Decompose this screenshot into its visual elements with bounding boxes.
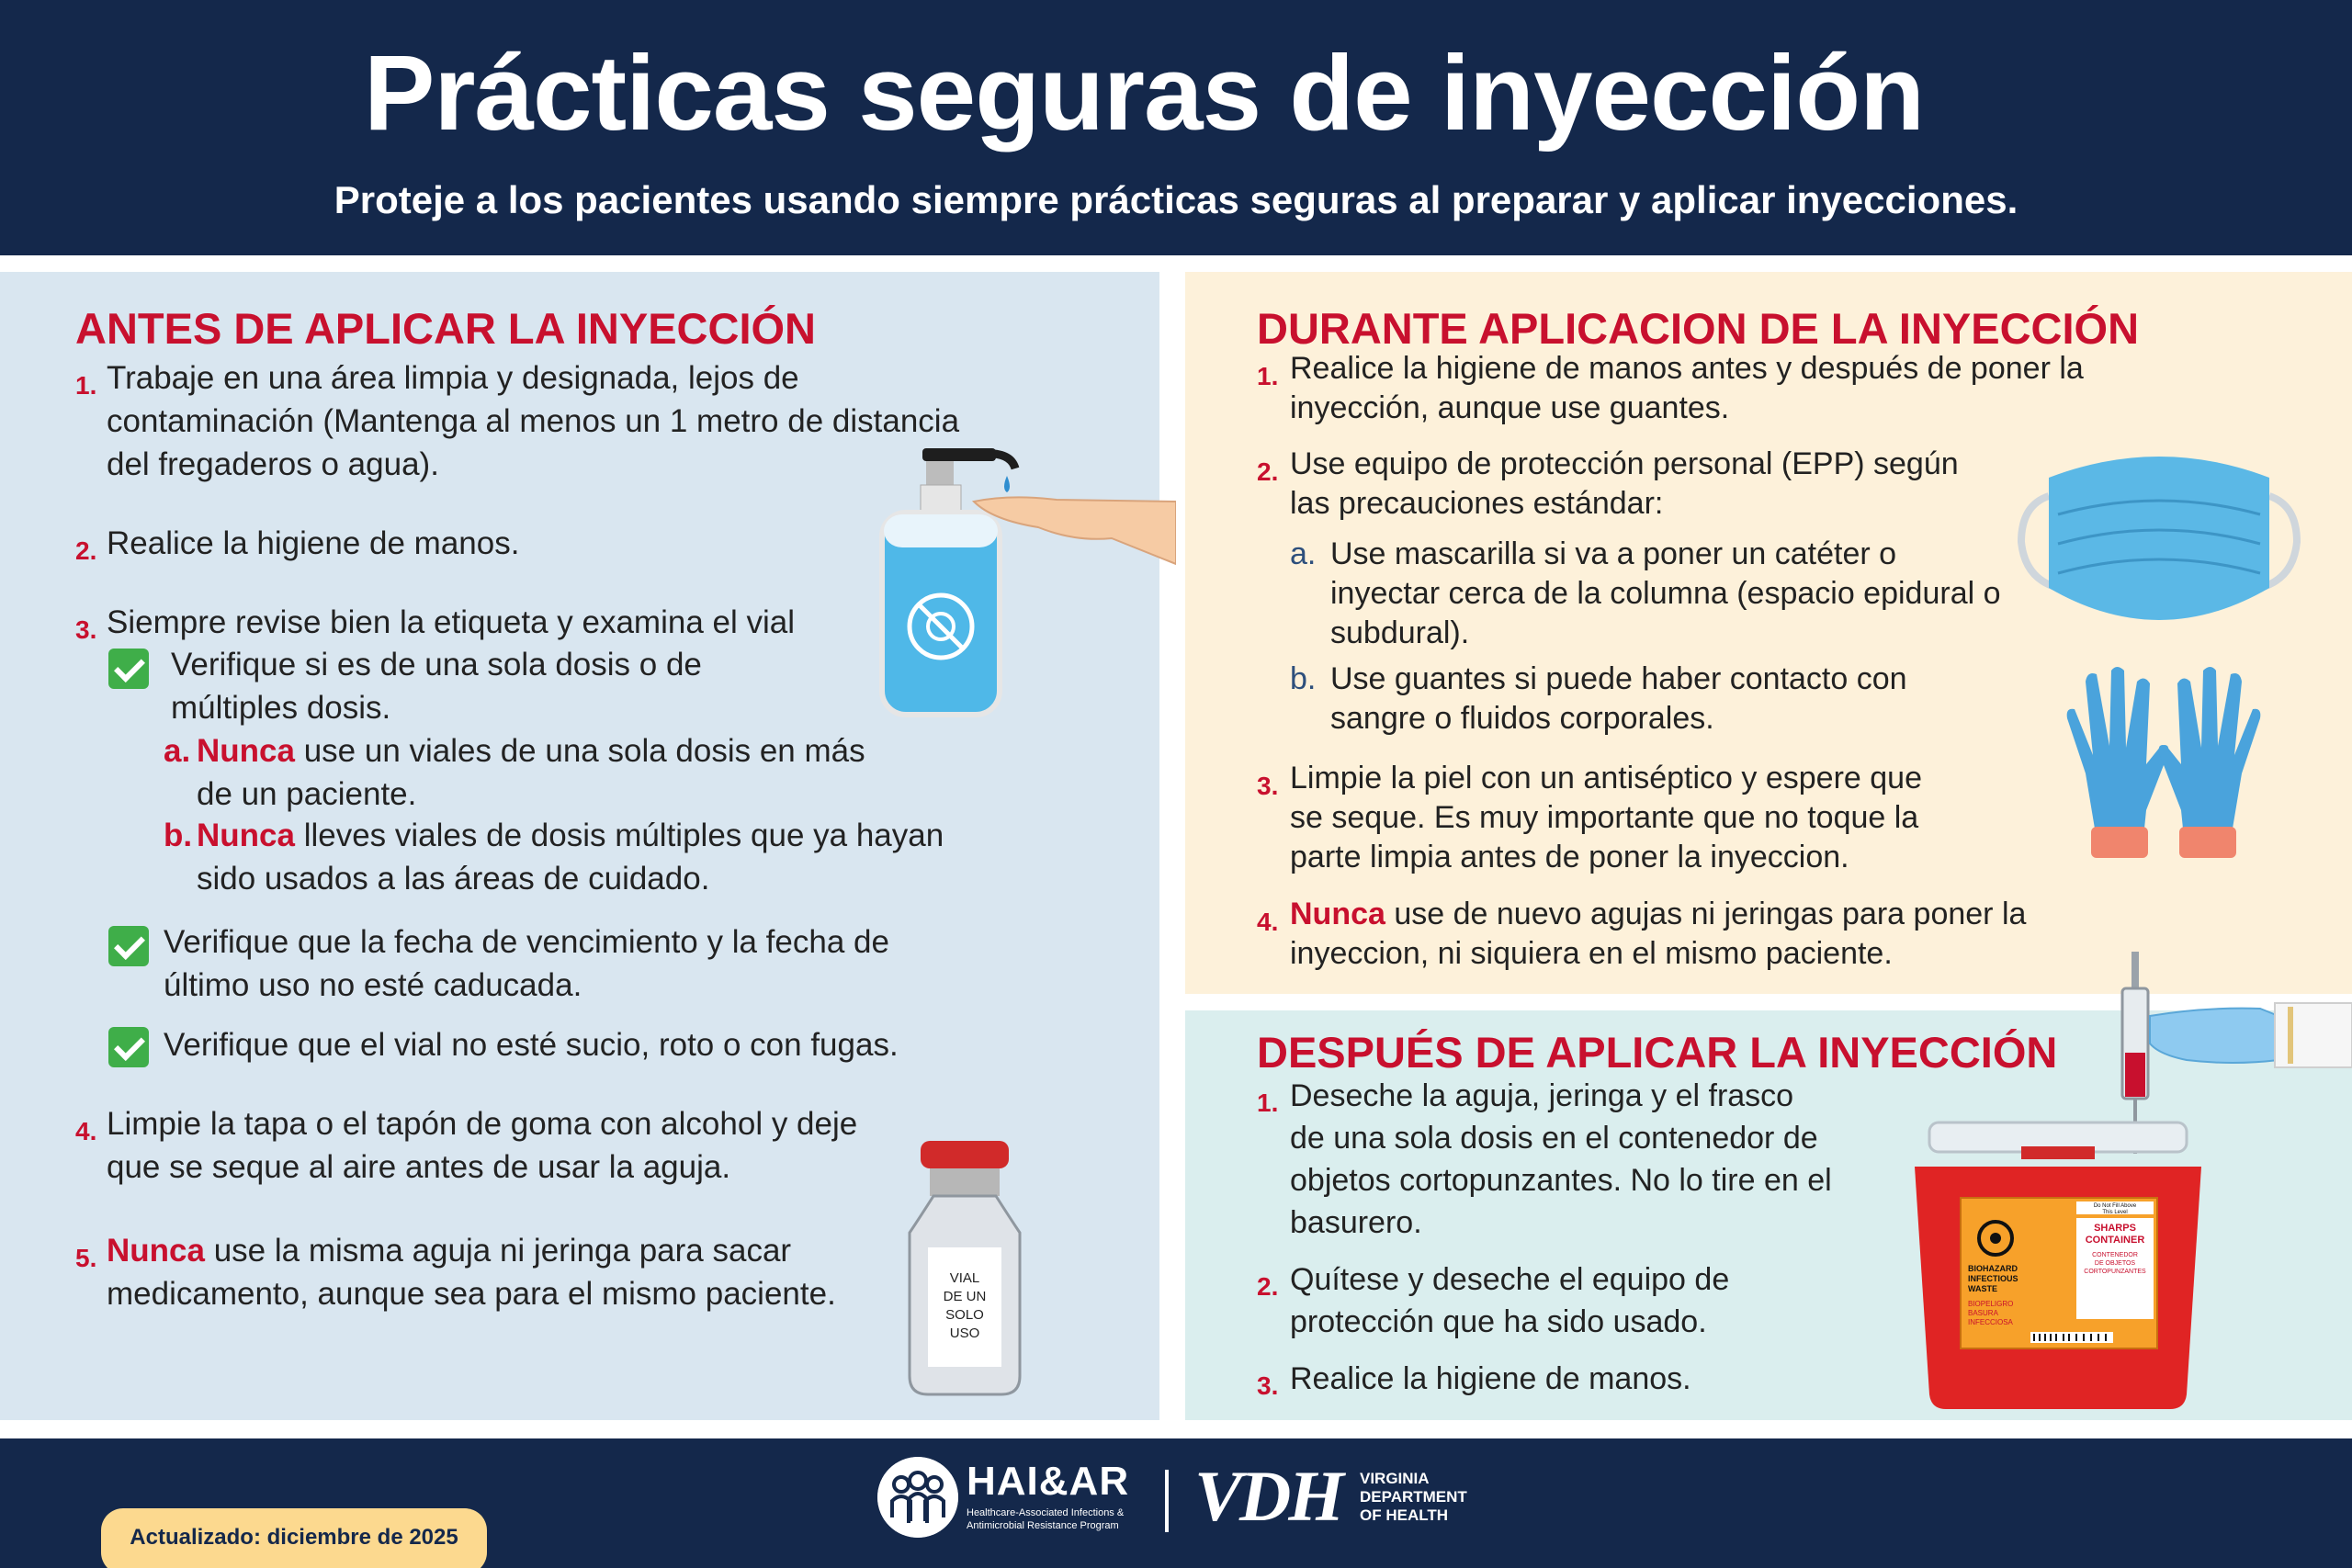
- antes-item-4: [75, 1102, 857, 1189]
- sharps-bio-es-1: BIOPELIGRO: [1968, 1300, 2014, 1308]
- sharps-bio-3: WASTE: [1968, 1284, 1998, 1293]
- item-number: 2.: [1257, 1272, 1279, 1301]
- hai-people-logo-icon: [877, 1457, 958, 1538]
- sub-letter: a.: [164, 733, 191, 769]
- item-line: protección que ha sido usado.: [1290, 1304, 1707, 1339]
- sub-text: inyectar cerca de la columna (espacio epidural o: [1330, 576, 2001, 611]
- sharps-bio-1: BIOHAZARD: [1968, 1264, 2018, 1273]
- antes-item-3: [75, 601, 795, 644]
- check-line: último uso no esté caducada.: [164, 967, 582, 1003]
- item-number: 4.: [75, 1117, 97, 1145]
- sub-letter: a.: [1290, 536, 1317, 571]
- sub-text: Use mascarilla si va a poner un catéter o: [1330, 536, 1897, 571]
- logo-divider: [1165, 1470, 1169, 1532]
- antes-item-5: [75, 1229, 836, 1315]
- sharps-bio-2: INFECTIOUS: [1968, 1274, 2018, 1283]
- sharps-top-1: Do Not Fill Above: [2093, 1203, 2137, 1209]
- hai-logo: HAI&AR: [967, 1459, 1130, 1504]
- item-number: 2.: [75, 536, 97, 565]
- sharps-es-1: CONTENEDOR: [2092, 1252, 2138, 1258]
- check-line: Verifique que el vial no esté sucio, roto o con fugas.: [164, 1027, 899, 1063]
- item-line: Trabaje en una área limpia y designada, lejos de: [107, 360, 799, 396]
- item-number: 4.: [1257, 908, 1279, 936]
- item-number: 3.: [1257, 1371, 1279, 1400]
- antes-item-2: [75, 522, 519, 565]
- item-line: que se seque al aire antes de usar la aguja.: [107, 1149, 731, 1185]
- nunca-label: Nunca: [197, 733, 295, 769]
- nunca-label: Nunca: [107, 1233, 205, 1269]
- item-line: contaminación (Mantenga al menos un 1 metro de distancia: [107, 403, 960, 439]
- item-line: del fregaderos o agua).: [107, 446, 439, 482]
- item-line: basurero.: [1290, 1205, 1422, 1240]
- item-line: use de nuevo agujas ni jeringas para poner la: [1385, 897, 2027, 931]
- antes-check-3: [164, 1023, 899, 1066]
- antes-title: ANTES DE APLICAR LA INYECCIÓN: [75, 304, 816, 353]
- antes-sub-b: [164, 814, 944, 900]
- face-mask-icon: [2012, 441, 2306, 643]
- vdh-sub-line: VIRGINIA: [1360, 1470, 1430, 1487]
- durante-item-3: [1257, 759, 1922, 877]
- sharps-container-icon: [1911, 1119, 2205, 1413]
- hai-sub-line: Healthcare-Associated Infections &: [967, 1507, 1125, 1518]
- antes-item-1: [75, 356, 959, 486]
- despues-item-2: [1257, 1258, 1729, 1343]
- sub-text: Use guantes si puede haber contacto con: [1330, 661, 1907, 696]
- sub-letter: b.: [1290, 661, 1317, 696]
- item-number: 1.: [1257, 362, 1279, 390]
- sub-text: sido usados a las áreas de cuidado.: [197, 861, 710, 897]
- antes-sub-a: [164, 729, 865, 816]
- vdh-sub-line: DEPARTMENT: [1360, 1488, 1467, 1506]
- item-line: Realice la higiene de manos.: [107, 525, 520, 561]
- item-number: 3.: [1257, 772, 1279, 800]
- check-icon: [108, 926, 149, 966]
- item-line: use la misma aguja ni jeringa para sacar: [204, 1233, 792, 1269]
- item-line: Limpie la piel con un antiséptico y espere que: [1290, 761, 1922, 795]
- item-line: parte limpia antes de poner la inyeccion.: [1290, 840, 1849, 874]
- header-banner: [0, 0, 2352, 255]
- item-line: objetos cortopunzantes. No lo tire en el: [1290, 1163, 1832, 1198]
- check-line: Verifique que la fecha de vencimiento y la fecha de: [164, 924, 889, 960]
- sharps-es-2: DE OBJETOS: [2094, 1260, 2136, 1267]
- durante-sub-a: [1290, 535, 2001, 653]
- sharps-es-3: CORTOPUNZANTES: [2084, 1269, 2146, 1275]
- antes-check-2: [164, 920, 889, 1007]
- hai-sub-line: Antimicrobial Resistance Program: [967, 1520, 1119, 1531]
- gloves-icon: [2058, 663, 2269, 865]
- vdh-logo-subtitle: [1360, 1470, 1470, 1525]
- vial-label-2: DE UN: [943, 1289, 987, 1304]
- durante-item-4: [1257, 895, 2026, 974]
- nunca-label: Nunca: [197, 818, 295, 853]
- page-title: Prácticas seguras de inyección: [364, 33, 1924, 152]
- check-icon: [108, 1027, 149, 1067]
- item-number: 5.: [75, 1244, 97, 1272]
- updated-date: Actualizado: diciembre de 2025: [130, 1525, 458, 1550]
- sub-text: sangre o fluidos corporales.: [1330, 701, 1714, 736]
- item-line: inyección, aunque use guantes.: [1290, 390, 1730, 425]
- item-number: 1.: [1257, 1089, 1279, 1117]
- item-line: Realice la higiene de manos antes y después de poner la: [1290, 351, 2084, 386]
- vdh-logo: VDH: [1194, 1456, 1342, 1536]
- vial-label-1: VIAL: [949, 1270, 980, 1286]
- item-number: 3.: [75, 615, 97, 644]
- vial-icon: [900, 1137, 1029, 1400]
- item-line: inyeccion, ni siquiera en el mismo paciente.: [1290, 936, 1893, 971]
- despues-item-1: [1257, 1075, 1832, 1244]
- item-line: Use equipo de protección personal (EPP) según: [1290, 446, 1959, 481]
- check-line: Verifique si es de una sola dosis o de: [171, 647, 702, 682]
- hand-sanitizer-icon: [873, 446, 1176, 750]
- item-line: Deseche la aguja, jeringa y el frasco: [1290, 1078, 1794, 1113]
- item-line: de una sola dosis en el contenedor de: [1290, 1121, 1818, 1156]
- item-line: se seque. Es muy importante que no toque la: [1290, 800, 1919, 835]
- sharps-title-2: CONTAINER: [2085, 1235, 2145, 1246]
- despues-title: DESPUÉS DE APLICAR LA INYECCIÓN: [1257, 1028, 2058, 1077]
- item-number: 1.: [75, 371, 97, 400]
- item-number: 2.: [1257, 457, 1279, 486]
- vdh-sub-line: OF HEALTH: [1360, 1506, 1449, 1524]
- hai-logo-subtitle: [967, 1506, 1141, 1532]
- durante-item-2: [1257, 445, 1959, 524]
- sub-text: subdural).: [1330, 615, 1470, 650]
- sharps-top-2: This Level: [2102, 1210, 2128, 1215]
- sub-letter: b.: [164, 818, 193, 853]
- item-line: Siempre revise bien la etiqueta y examina el vial: [107, 604, 795, 640]
- sharps-title-1: SHARPS: [2094, 1223, 2136, 1234]
- item-line: Realice la higiene de manos.: [1290, 1361, 1691, 1396]
- item-line: Quítese y deseche el equipo de: [1290, 1262, 1730, 1297]
- sharps-bio-es-3: INFECCIOSA: [1968, 1318, 2013, 1326]
- item-line: Limpie la tapa o el tapón de goma con alcohol y deje: [107, 1106, 858, 1142]
- vial-label-3: SOLO: [945, 1307, 984, 1323]
- antes-check-1: [171, 643, 702, 729]
- durante-sub-b: [1290, 660, 1907, 739]
- sub-text: de un paciente.: [197, 776, 417, 812]
- durante-title: DURANTE APLICACION DE LA INYECCIÓN: [1257, 304, 2140, 353]
- durante-item-1: [1257, 349, 2084, 428]
- check-line: múltiples dosis.: [171, 690, 391, 726]
- sub-text: use un viales de una sola dosis en más: [294, 733, 865, 769]
- check-icon: [108, 649, 149, 689]
- item-line: las precauciones estándar:: [1290, 486, 1664, 521]
- despues-item-3: [1257, 1358, 1691, 1400]
- updated-badge: [101, 1508, 487, 1568]
- page-subtitle: Proteje a los pacientes usando siempre prácticas seguras al preparar y aplicar inyecciones.: [334, 178, 2018, 221]
- sub-text: lleves viales de dosis múltiples que ya hayan: [294, 818, 944, 853]
- vial-label-4: USO: [949, 1325, 980, 1341]
- sharps-bio-es-2: BASURA: [1968, 1309, 1998, 1317]
- nunca-label: Nunca: [1290, 897, 1385, 931]
- item-line: medicamento, aunque sea para el mismo paciente.: [107, 1276, 836, 1312]
